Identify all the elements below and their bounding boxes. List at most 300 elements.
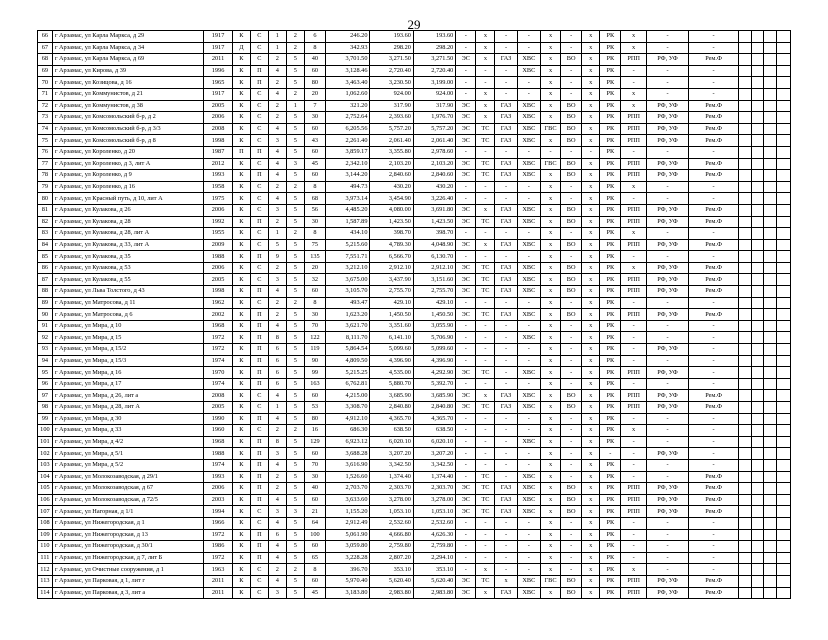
table-cell: 5	[286, 54, 304, 66]
table-cell: -	[476, 77, 495, 89]
table-cell: 67	[38, 42, 53, 54]
table-cell: 99	[38, 413, 53, 425]
table-cell: -	[495, 320, 517, 332]
table-cell: 88	[38, 286, 53, 298]
table-cell: Рем.Ф	[689, 274, 739, 286]
table-cell: 3,207.20	[413, 448, 455, 460]
table-cell: -	[476, 541, 495, 553]
table-cell: 1,423.50	[370, 216, 413, 228]
table-cell	[764, 286, 777, 298]
table-cell: РК	[600, 239, 621, 251]
table-cell: х	[582, 390, 600, 402]
table-cell: г Арзамас, ул Кулакова, д 53	[52, 262, 203, 274]
table-cell	[751, 552, 764, 564]
table-cell: х	[582, 517, 600, 529]
table-cell: 5	[286, 587, 304, 599]
table-cell	[764, 517, 777, 529]
table-cell: 5	[286, 494, 304, 506]
table-cell	[764, 100, 777, 112]
table-cell: 1	[268, 31, 286, 43]
table-cell: -	[517, 42, 540, 54]
table-cell: -	[495, 181, 517, 193]
table-cell: г Арзамас, ул Молокозаводская, д 29/1	[52, 471, 203, 483]
table-cell: 4	[268, 286, 286, 298]
table-row	[38, 517, 791, 529]
table-cell: РК	[600, 262, 621, 274]
table-cell: 1974	[204, 355, 233, 367]
table-cell: 80	[304, 413, 325, 425]
table-cell: -	[689, 42, 739, 54]
table-cell: х	[621, 564, 646, 576]
table-cell: 5,099.60	[413, 344, 455, 356]
table-cell: -	[456, 88, 476, 100]
table-cell: г Арзамас, ул Карла Маркса, д 69	[52, 54, 203, 66]
table-cell: -	[689, 193, 739, 205]
table-cell: -	[495, 146, 517, 158]
table-cell: П	[250, 448, 268, 460]
table-cell: -	[456, 228, 476, 240]
table-cell: 5,706.90	[413, 332, 455, 344]
table-cell: г Арзамас, ул Парковая, д 3, лит а	[52, 587, 203, 599]
table-cell: 102	[38, 448, 53, 460]
table-cell: 4	[268, 193, 286, 205]
table-cell: 4	[268, 158, 286, 170]
table-cell: К	[232, 459, 250, 471]
table-cell	[751, 355, 764, 367]
table-cell: РК	[600, 378, 621, 390]
table-cell: 45	[304, 158, 325, 170]
table-cell: ХВС	[517, 239, 540, 251]
table-cell: -	[621, 529, 646, 541]
table-cell: 3,342.50	[370, 459, 413, 471]
table-cell: -	[456, 448, 476, 460]
table-cell: РК	[600, 31, 621, 43]
table-row	[38, 297, 791, 309]
table-cell: -	[621, 448, 646, 460]
table-cell: ГАЗ	[495, 100, 517, 112]
table-row	[38, 65, 791, 77]
table-cell	[751, 158, 764, 170]
table-cell	[777, 112, 791, 124]
table-cell: 2006	[204, 483, 233, 495]
table-row	[38, 448, 791, 460]
table-cell	[751, 54, 764, 66]
table-cell: 60	[304, 390, 325, 402]
table-cell: -	[621, 344, 646, 356]
table-cell: 3,144.20	[326, 170, 370, 182]
table-cell: 5,099.60	[370, 344, 413, 356]
table-cell: х	[621, 88, 646, 100]
table-cell	[738, 216, 751, 228]
table-cell: х	[582, 564, 600, 576]
table-cell: 3,271.50	[370, 54, 413, 66]
table-cell: -	[689, 77, 739, 89]
table-cell: -	[456, 332, 476, 344]
table-cell: х	[621, 228, 646, 240]
table-cell: 6	[268, 355, 286, 367]
table-cell: 6	[304, 31, 325, 43]
table-cell: 5	[286, 413, 304, 425]
table-cell: 100	[304, 529, 325, 541]
table-cell: 7,551.71	[326, 251, 370, 263]
table-cell: 1972	[204, 332, 233, 344]
table-cell: -	[561, 425, 582, 437]
table-cell: -	[476, 344, 495, 356]
table-cell: ВО	[561, 286, 582, 298]
table-cell: ЭС	[456, 158, 476, 170]
table-cell: -	[561, 459, 582, 471]
table-cell: -	[495, 448, 517, 460]
table-row	[38, 239, 791, 251]
table-cell: 398.70	[413, 228, 455, 240]
table-cell: -	[495, 297, 517, 309]
table-cell: ВО	[561, 483, 582, 495]
table-cell	[738, 332, 751, 344]
table-cell: РПП	[621, 239, 646, 251]
table-cell: х	[582, 575, 600, 587]
table-cell: ГАЗ	[495, 216, 517, 228]
table-cell: 638.50	[370, 425, 413, 437]
table-cell: 2011	[204, 575, 233, 587]
table-cell: г Арзамас, ул Нижегородская, д 1	[52, 517, 203, 529]
table-cell: С	[250, 204, 268, 216]
table-cell: х	[476, 204, 495, 216]
table-row	[38, 31, 791, 43]
table-cell: 7	[304, 100, 325, 112]
table-cell: РК	[600, 42, 621, 54]
table-cell: х	[582, 228, 600, 240]
table-cell: ГАЗ	[495, 112, 517, 124]
table-cell: 5,215.25	[326, 367, 370, 379]
table-cell: РФ, УФ	[646, 274, 688, 286]
table-cell: РПП	[621, 402, 646, 414]
table-cell: 3	[268, 135, 286, 147]
table-cell	[764, 378, 777, 390]
table-cell: РПП	[621, 483, 646, 495]
table-cell: -	[561, 320, 582, 332]
table-cell: 2005	[204, 274, 233, 286]
table-cell	[738, 112, 751, 124]
table-cell	[764, 344, 777, 356]
table-cell	[764, 552, 777, 564]
table-cell	[751, 529, 764, 541]
table-cell: -	[561, 413, 582, 425]
table-cell: 60	[304, 448, 325, 460]
table-cell	[751, 332, 764, 344]
table-cell: ХВС	[517, 65, 540, 77]
table-cell: 2,755.70	[413, 286, 455, 298]
table-cell: 45	[304, 587, 325, 599]
table-cell: х	[540, 54, 560, 66]
table-cell: 4	[268, 575, 286, 587]
table-cell: 317.90	[370, 100, 413, 112]
table-cell	[777, 587, 791, 599]
table-cell: -	[476, 517, 495, 529]
table-cell: 429.10	[370, 297, 413, 309]
table-cell: 5	[286, 286, 304, 298]
table-cell: г Арзамас, ул Козицова, д 16	[52, 77, 203, 89]
table-cell: -	[517, 378, 540, 390]
table-cell: ГАЗ	[495, 483, 517, 495]
table-cell: 5	[286, 112, 304, 124]
table-cell: 3,151.60	[413, 274, 455, 286]
table-cell: 3,685.90	[370, 390, 413, 402]
table-cell: РК	[600, 413, 621, 425]
table-cell: 2	[268, 77, 286, 89]
table-row	[38, 262, 791, 274]
table-row	[38, 112, 791, 124]
table-cell: х	[540, 42, 560, 54]
table-cell: С	[250, 193, 268, 205]
table-cell: 6,020.10	[413, 436, 455, 448]
table-cell: ГАЗ	[495, 274, 517, 286]
table-cell: 2,752.64	[326, 112, 370, 124]
table-cell: -	[495, 529, 517, 541]
table-cell: ХВС	[517, 54, 540, 66]
table-cell: РК	[600, 494, 621, 506]
table-cell: РК	[600, 274, 621, 286]
table-cell: 924.00	[370, 88, 413, 100]
table-cell: 3,230.50	[370, 77, 413, 89]
table-cell: х	[582, 239, 600, 251]
table-cell: -	[561, 146, 582, 158]
table-cell	[751, 251, 764, 263]
table-cell: -	[646, 88, 688, 100]
table-cell: С	[250, 402, 268, 414]
table-cell: -	[517, 564, 540, 576]
table-cell: -	[646, 529, 688, 541]
table-cell	[751, 123, 764, 135]
table-cell: -	[582, 146, 600, 158]
table-cell: 80	[304, 77, 325, 89]
table-cell: 3,271.50	[413, 54, 455, 66]
table-cell: 5	[286, 170, 304, 182]
table-cell: К	[232, 77, 250, 89]
table-cell: ЭС	[456, 100, 476, 112]
table-cell: г Арзамас, ул Матросова, д 6	[52, 309, 203, 321]
table-cell: -	[476, 228, 495, 240]
table-cell	[738, 552, 751, 564]
table-cell: К	[232, 529, 250, 541]
table-cell	[738, 193, 751, 205]
table-cell	[738, 274, 751, 286]
table-cell: 2	[286, 228, 304, 240]
table-cell: -	[689, 552, 739, 564]
table-cell: РПП	[621, 367, 646, 379]
table-cell: РПП	[621, 494, 646, 506]
table-cell: -	[495, 355, 517, 367]
table-cell: 30	[304, 471, 325, 483]
table-cell: х	[476, 42, 495, 54]
table-cell: -	[476, 459, 495, 471]
table-cell: -	[517, 193, 540, 205]
table-cell: 5,061.90	[326, 529, 370, 541]
table-cell	[764, 564, 777, 576]
table-cell	[738, 228, 751, 240]
table-cell: ХВС	[517, 587, 540, 599]
table-cell: -	[517, 77, 540, 89]
table-cell: ЭС	[456, 135, 476, 147]
table-cell: 2008	[204, 123, 233, 135]
table-cell: РПП	[621, 112, 646, 124]
table-cell: П	[250, 459, 268, 471]
table-cell: х	[540, 425, 560, 437]
table-cell: -	[646, 459, 688, 471]
table-cell: -	[646, 332, 688, 344]
table-cell	[738, 77, 751, 89]
table-cell: 3,128.46	[326, 65, 370, 77]
table-cell: -	[561, 564, 582, 576]
table-cell: -	[456, 436, 476, 448]
table-cell: РФ, УФ	[646, 494, 688, 506]
table-cell: 93	[38, 344, 53, 356]
table-cell: П	[250, 146, 268, 158]
table-cell: 3,675.00	[326, 274, 370, 286]
table-cell: 4,912.10	[326, 413, 370, 425]
table-cell: х	[476, 239, 495, 251]
table-cell: 2,294.10	[413, 552, 455, 564]
table-cell: РФ, УФ	[646, 402, 688, 414]
table-row	[38, 100, 791, 112]
table-cell: 5	[286, 448, 304, 460]
table-cell: -	[561, 541, 582, 553]
table-cell: ТС	[476, 274, 495, 286]
table-cell	[777, 367, 791, 379]
table-cell: 98	[38, 402, 53, 414]
table-cell	[764, 494, 777, 506]
table-cell: 83	[38, 228, 53, 240]
table-cell: 2,840.80	[370, 402, 413, 414]
table-cell: 1963	[204, 564, 233, 576]
table-cell: ТС	[476, 402, 495, 414]
table-cell	[764, 112, 777, 124]
table-cell: РК	[600, 425, 621, 437]
table-cell	[777, 448, 791, 460]
table-cell: 1998	[204, 286, 233, 298]
table-cell: 85	[38, 251, 53, 263]
table-cell: -	[495, 552, 517, 564]
table-cell: Рем.Ф	[689, 112, 739, 124]
table-cell	[764, 297, 777, 309]
table-cell: -	[621, 378, 646, 390]
table-cell	[738, 471, 751, 483]
table-cell	[764, 216, 777, 228]
table-cell: -	[621, 436, 646, 448]
table-cell: 193.60	[413, 31, 455, 43]
table-cell: РК	[600, 204, 621, 216]
table-cell: 89	[38, 297, 53, 309]
table-cell: 2	[268, 112, 286, 124]
table-cell: 4,535.00	[370, 367, 413, 379]
table-cell	[777, 332, 791, 344]
table-cell: К	[232, 262, 250, 274]
table-cell	[777, 575, 791, 587]
table-cell: 2	[268, 262, 286, 274]
table-cell: С	[250, 54, 268, 66]
table-cell	[738, 587, 751, 599]
table-cell: ГАЗ	[495, 390, 517, 402]
table-cell: -	[646, 413, 688, 425]
table-cell: 2	[268, 216, 286, 228]
table-cell: х	[540, 506, 560, 518]
table-cell: 2008	[204, 390, 233, 402]
table-cell	[751, 425, 764, 437]
table-cell: -	[517, 541, 540, 553]
table-cell: 2	[286, 42, 304, 54]
table-cell: х	[476, 31, 495, 43]
table-cell: -	[517, 413, 540, 425]
table-cell	[751, 494, 764, 506]
table-cell	[777, 413, 791, 425]
table-cell: Рем.Ф	[689, 158, 739, 170]
table-cell: х	[540, 541, 560, 553]
table-cell: 1994	[204, 506, 233, 518]
table-cell: ТС	[476, 367, 495, 379]
table-cell: ТС	[476, 216, 495, 228]
table-cell: 2	[268, 297, 286, 309]
table-cell	[738, 425, 751, 437]
table-cell: 4	[268, 65, 286, 77]
table-cell: -	[456, 471, 476, 483]
table-row	[38, 146, 791, 158]
table-cell: 75	[38, 135, 53, 147]
table-cell: 2,840.60	[370, 170, 413, 182]
table-cell: 112	[38, 564, 53, 576]
table-cell	[764, 88, 777, 100]
table-cell: 4	[268, 320, 286, 332]
table-cell	[751, 459, 764, 471]
table-cell: г Арзамас, ул Нижегородская, д 7, лит Б	[52, 552, 203, 564]
table-cell: -	[517, 251, 540, 263]
table-cell: ГАЗ	[495, 239, 517, 251]
table-cell: ЭС	[456, 54, 476, 66]
table-cell: 56	[304, 204, 325, 216]
table-cell: ЭС	[456, 309, 476, 321]
table-cell	[777, 297, 791, 309]
table-cell: ВО	[561, 402, 582, 414]
table-cell: 68	[38, 54, 53, 66]
table-cell: 60	[304, 541, 325, 553]
table-cell: 1996	[204, 65, 233, 77]
table-cell: П	[250, 378, 268, 390]
table-cell: Рем.Ф	[689, 170, 739, 182]
table-cell: г Арзамас, ул Короленко, д 3, лит А	[52, 158, 203, 170]
table-cell: 1998	[204, 135, 233, 147]
table-cell	[738, 517, 751, 529]
table-cell	[738, 135, 751, 147]
table-cell	[738, 204, 751, 216]
table-cell	[777, 88, 791, 100]
table-cell	[764, 77, 777, 89]
table-cell: г Арзамас, ул Матросова, д 11	[52, 297, 203, 309]
table-cell	[764, 355, 777, 367]
table-cell: г Арзамас, ул Кулакова, д 35	[52, 251, 203, 263]
table-cell: Рем.Ф	[689, 54, 739, 66]
table-cell: 70	[38, 77, 53, 89]
table-cell: -	[689, 65, 739, 77]
table-cell: 5	[286, 332, 304, 344]
table-cell: х	[540, 378, 560, 390]
table-cell: 5	[286, 251, 304, 263]
table-cell: П	[250, 529, 268, 541]
table-cell: ВО	[561, 587, 582, 599]
table-cell: 64	[304, 517, 325, 529]
table-cell: -	[476, 425, 495, 437]
table-cell: х	[582, 494, 600, 506]
table-cell: 86	[38, 262, 53, 274]
table-cell: 4	[268, 413, 286, 425]
table-cell: П	[250, 367, 268, 379]
